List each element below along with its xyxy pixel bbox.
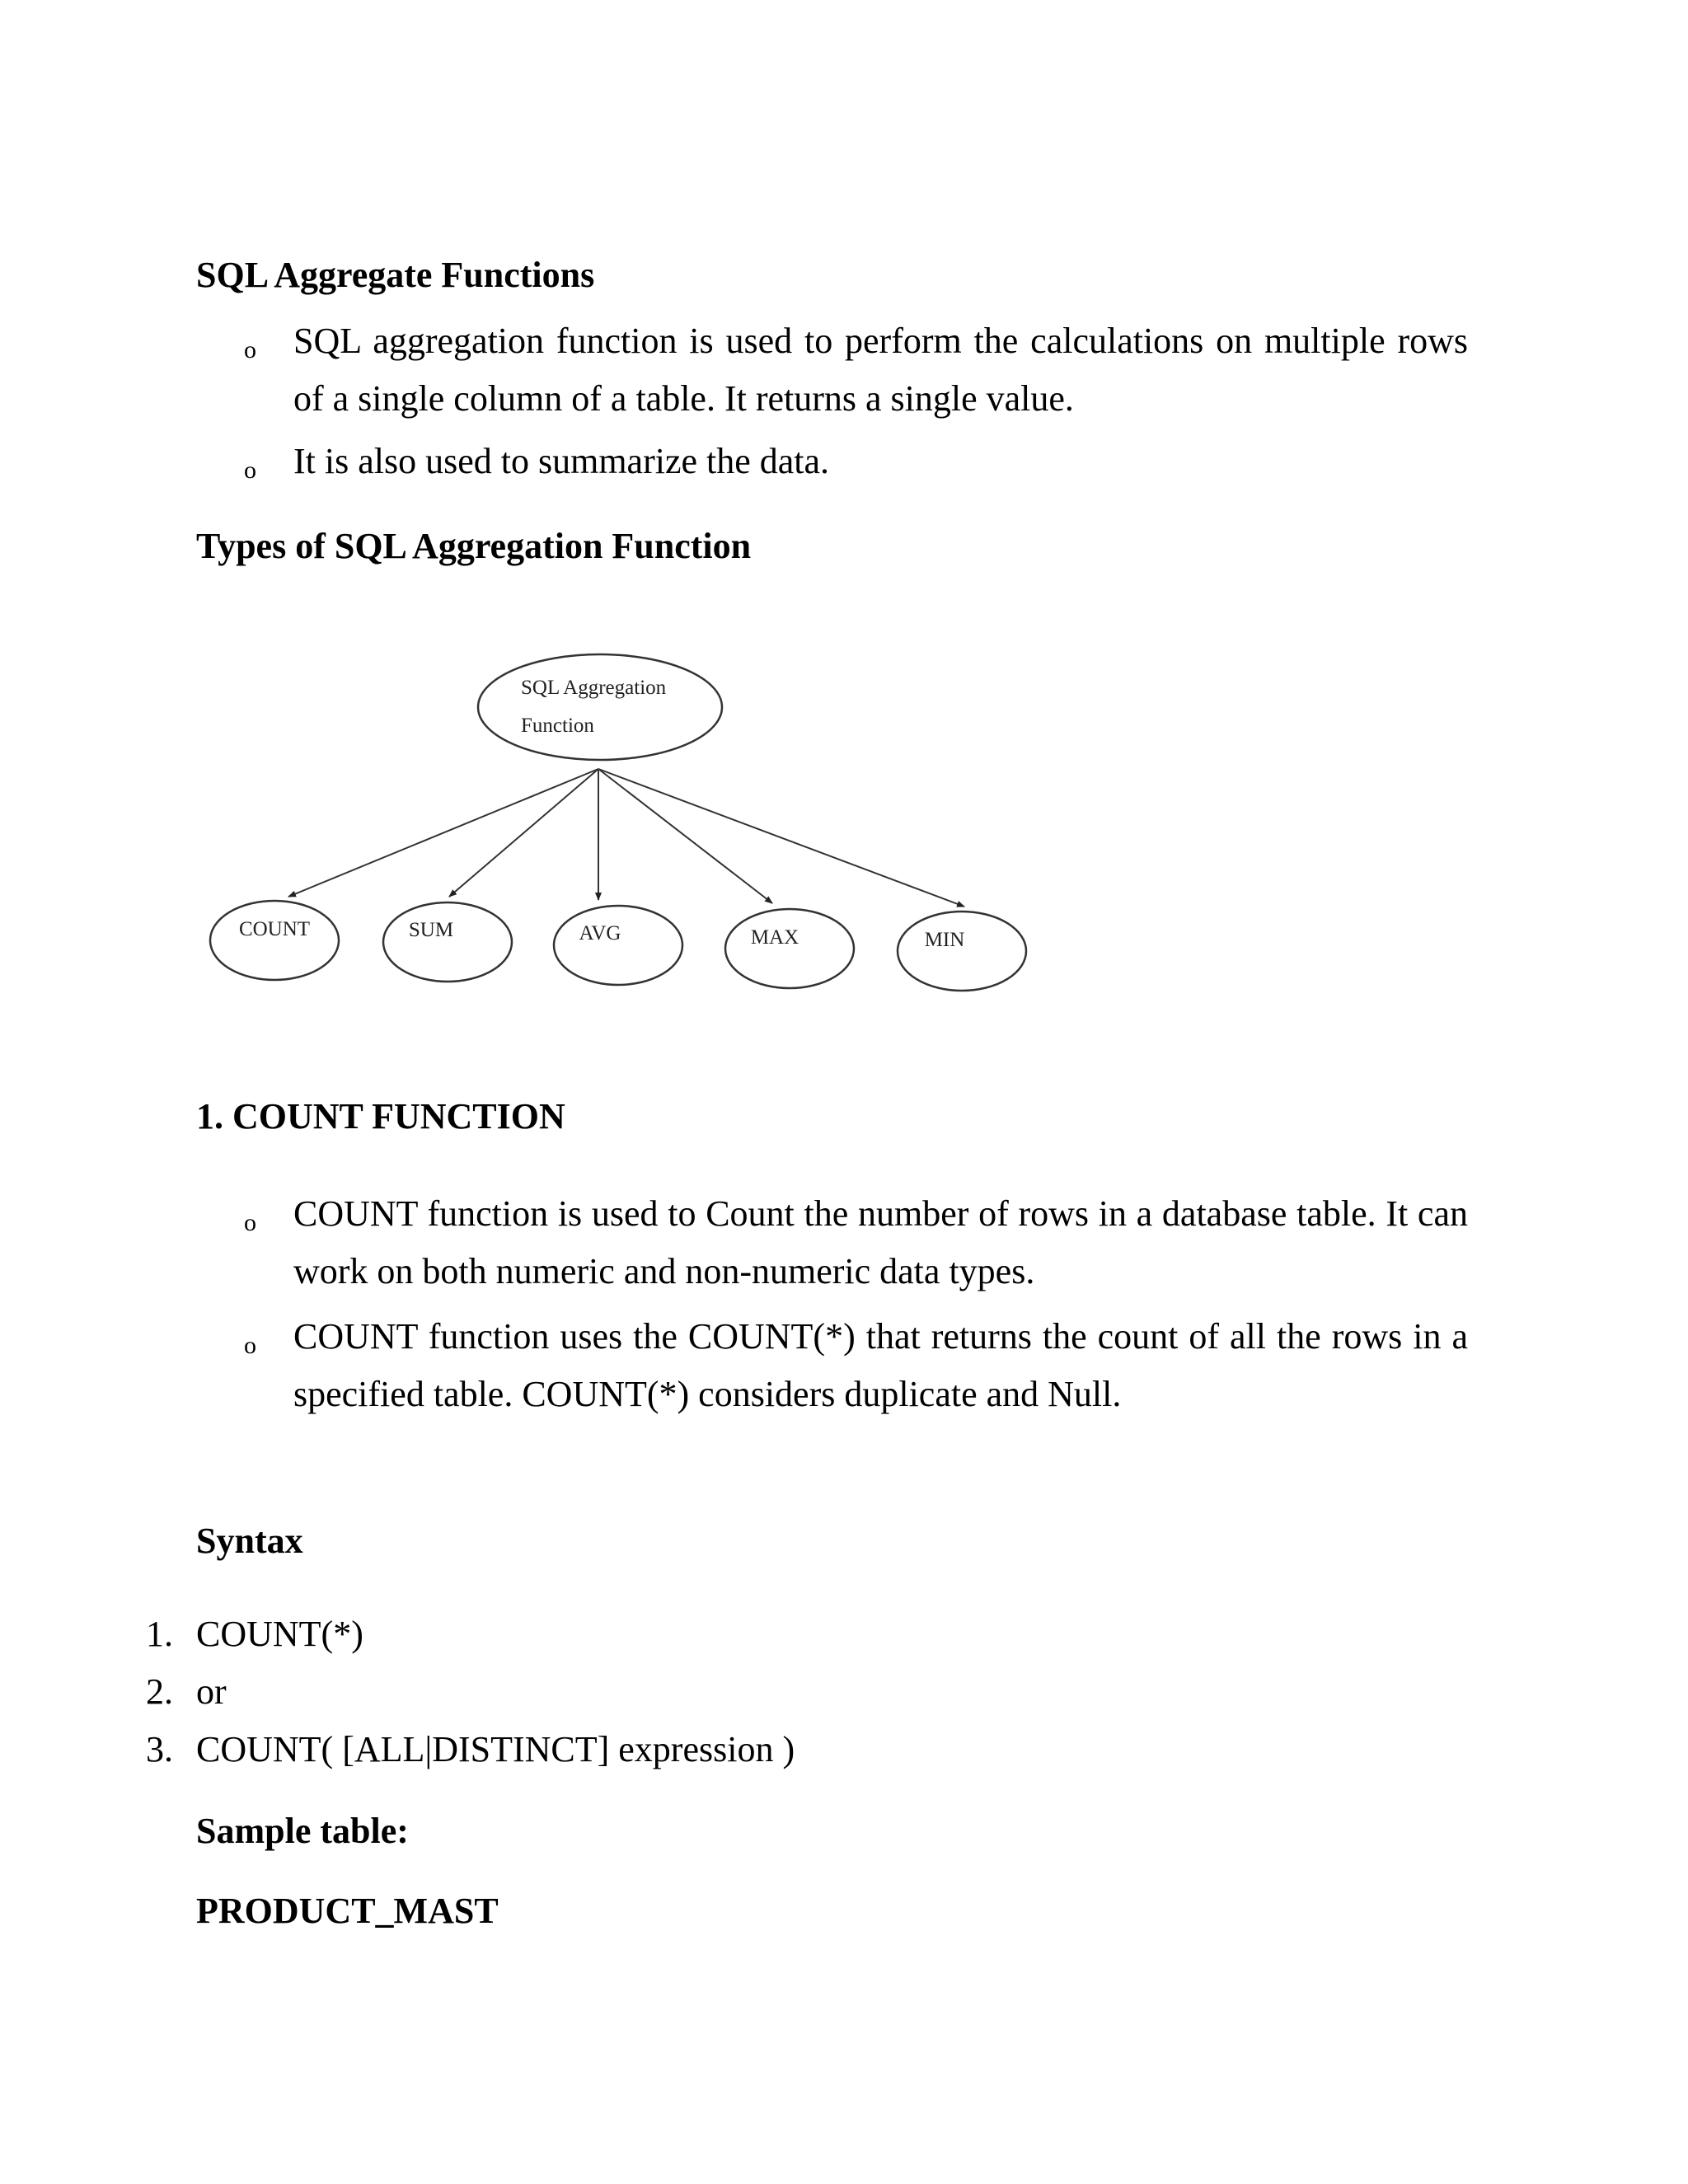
bullet-marker: o: [244, 1332, 256, 1359]
child-node-count: [210, 901, 339, 980]
child-node-label: COUNT: [238, 918, 311, 940]
child-node-label: MIN: [924, 929, 965, 951]
child-node-label: SUM: [408, 919, 454, 941]
connector-min: [598, 769, 964, 907]
bullet-text-count-definition: COUNT function is used to Count the number of rows in a database table. It can work on both numeric and non-numeric data types.: [293, 1193, 1468, 1291]
child-node-sum: [383, 902, 512, 982]
section-title-count-function: 1. COUNT FUNCTION: [196, 1096, 565, 1137]
section-title-aggregate-functions: SQL Aggregate Functions: [196, 255, 595, 295]
section-title-types: Types of SQL Aggregation Function: [196, 526, 752, 566]
syntax-line-number: 1.: [146, 1614, 173, 1654]
connector-max: [598, 769, 772, 903]
bullet-text-aggregation-definition: SQL aggregation function is used to perform the calculations on multiple rows of a single column of a table. It returns a single value.: [293, 321, 1468, 419]
sample-table-name: PRODUCT_MAST: [196, 1891, 499, 1931]
root-node-label-line1: SQL Aggregation: [521, 677, 667, 699]
child-node-label: AVG: [579, 922, 621, 944]
bullet-text-count-star: COUNT function uses the COUNT(*) that returns the count of all the rows in a specified table. COUNT(*) considers duplicate and Null.: [293, 1316, 1468, 1414]
child-node-label: MAX: [750, 926, 799, 949]
tree-connectors: [288, 769, 964, 907]
child-node-max: [725, 909, 854, 988]
bullet-marker: o: [244, 336, 256, 363]
syntax-line-number: 2.: [146, 1671, 173, 1712]
aggregation-tree-diagram: [198, 651, 1055, 997]
child-node-min: [898, 912, 1026, 991]
root-node: [478, 654, 722, 760]
bullet-text-summarize: It is also used to summarize the data.: [293, 441, 830, 481]
root-node-label-line2: Function: [521, 715, 594, 737]
connector-count: [288, 769, 598, 897]
syntax-line-number: 3.: [146, 1729, 173, 1769]
bullet-marker: o: [244, 457, 256, 484]
child-node-avg: [554, 906, 682, 985]
connector-sum: [449, 769, 598, 897]
syntax-line-count-star: COUNT(*): [196, 1614, 363, 1654]
syntax-line-count-expression: COUNT( [ALL|DISTINCT] expression ): [196, 1729, 795, 1769]
syntax-title: Syntax: [196, 1521, 303, 1561]
bullet-marker: o: [244, 1209, 256, 1236]
sample-table-label: Sample table:: [196, 1811, 409, 1851]
syntax-line-or: or: [196, 1671, 227, 1712]
